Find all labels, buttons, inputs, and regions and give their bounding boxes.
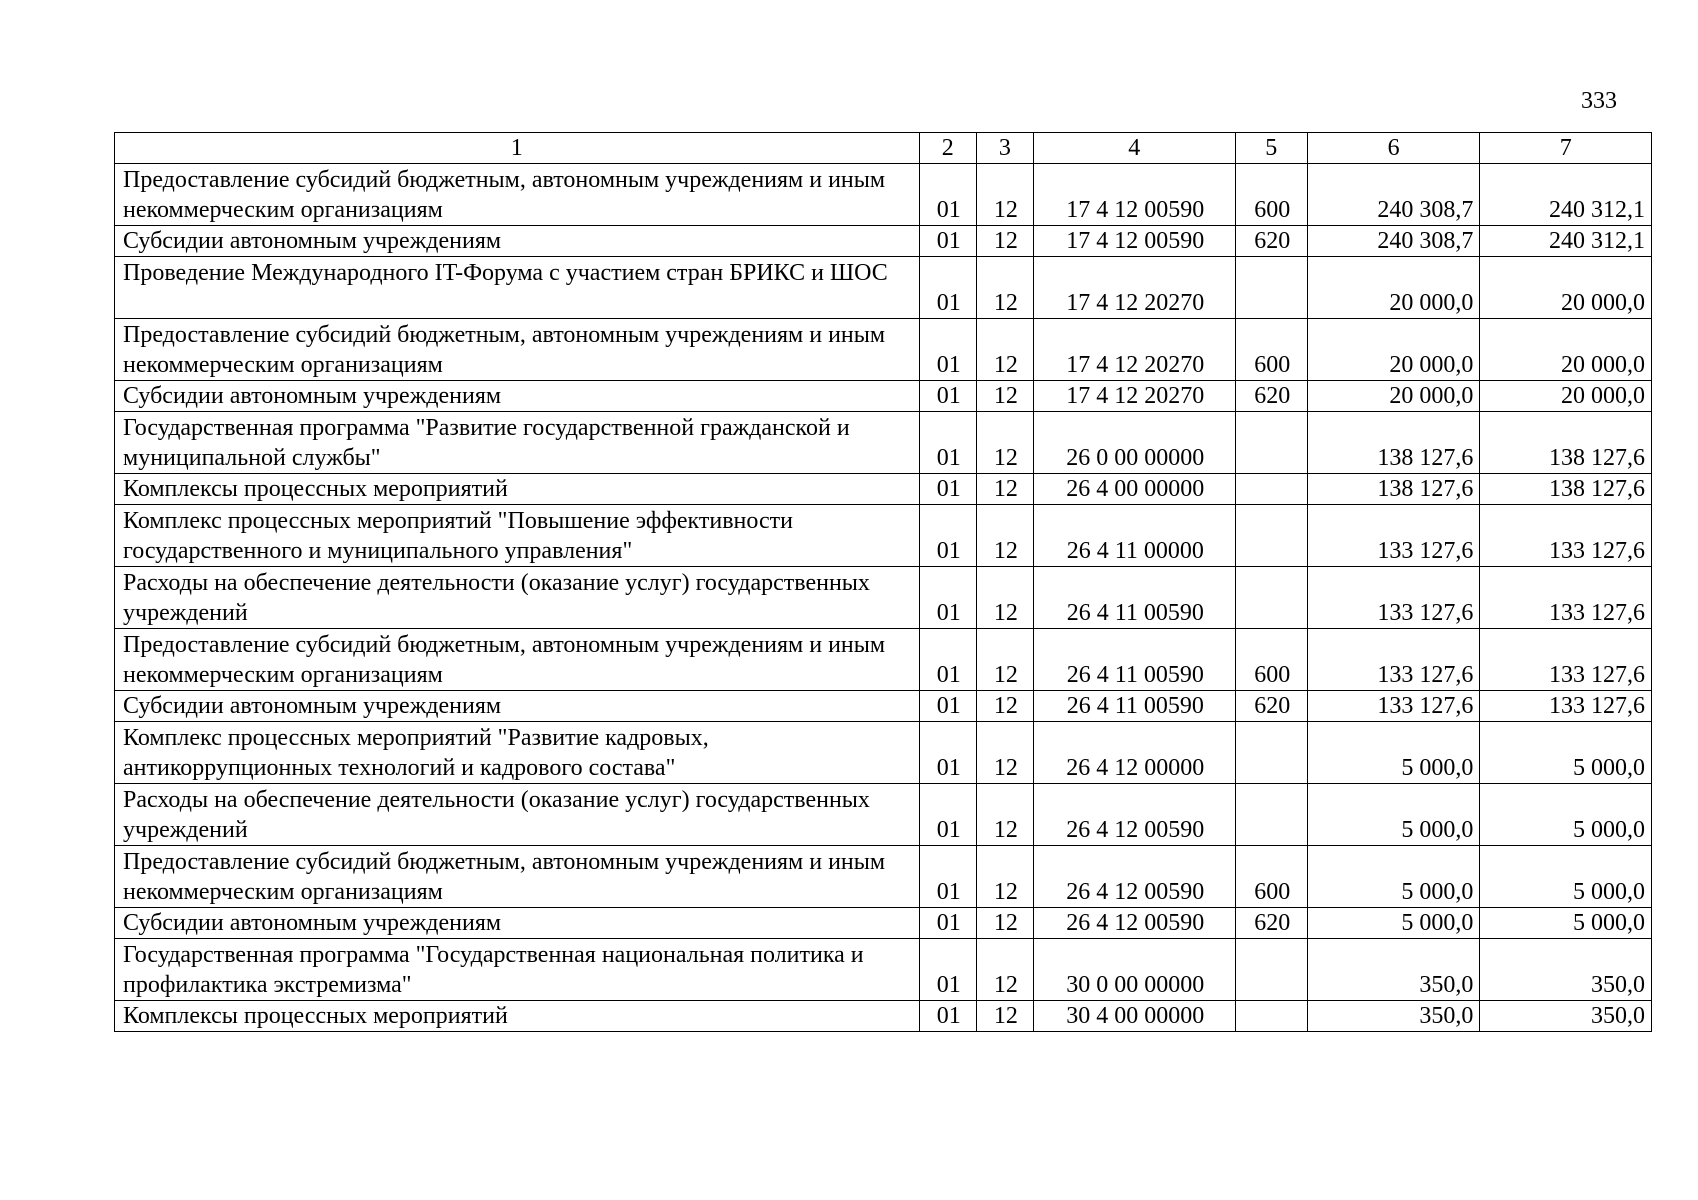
row-name-cell: Комплекс процессных мероприятий "Развитие кадровых, антикоррупционных технологий и кадрового состава" (115, 722, 920, 784)
target-article-cell: 26 4 12 00590 (1033, 908, 1235, 939)
amount-col6-cell: 133 127,6 (1307, 567, 1480, 629)
expense-type-cell: 600 (1235, 846, 1307, 908)
row-name-cell: Предоставление субсидий бюджетным, автономным учреждениям и иным некоммерческим организациям (115, 319, 920, 381)
amount-col6-cell: 133 127,6 (1307, 629, 1480, 691)
amount-col7-cell: 20 000,0 (1480, 319, 1652, 381)
table-row (115, 939, 1652, 1001)
row-name-cell: Предоставление субсидий бюджетным, автономным учреждениям и иным некоммерческим организациям (115, 164, 920, 226)
subsection-code-cell: 12 (976, 629, 1033, 691)
target-article-cell: 30 0 00 00000 (1033, 939, 1235, 1001)
amount-col7-cell: 133 127,6 (1480, 505, 1652, 567)
amount-col7-cell: 240 312,1 (1480, 226, 1652, 257)
amount-col6-cell: 138 127,6 (1307, 412, 1480, 474)
subsection-code-cell: 12 (976, 381, 1033, 412)
amount-col7-cell: 350,0 (1480, 1001, 1652, 1032)
subsection-code-cell: 12 (976, 691, 1033, 722)
section-code-cell: 01 (919, 474, 976, 505)
expense-type-cell (1235, 1001, 1307, 1032)
amount-col7-cell: 5 000,0 (1480, 846, 1652, 908)
target-article-cell: 26 4 11 00590 (1033, 567, 1235, 629)
amount-col7-cell: 133 127,6 (1480, 567, 1652, 629)
amount-col6-cell: 240 308,7 (1307, 226, 1480, 257)
section-code-cell: 01 (919, 381, 976, 412)
subsection-code-cell: 12 (976, 412, 1033, 474)
table-row (115, 257, 1652, 319)
expense-type-cell: 620 (1235, 381, 1307, 412)
subsection-code-cell: 12 (976, 567, 1033, 629)
amount-col7-cell: 20 000,0 (1480, 257, 1652, 319)
column-header-5: 5 (1235, 133, 1307, 164)
target-article-cell: 26 4 11 00590 (1033, 629, 1235, 691)
table-row (115, 381, 1652, 412)
expense-type-cell: 600 (1235, 319, 1307, 381)
row-name-cell: Предоставление субсидий бюджетным, автономным учреждениям и иным некоммерческим организациям (115, 629, 920, 691)
table-row (115, 226, 1652, 257)
section-code-cell: 01 (919, 164, 976, 226)
amount-col7-cell: 5 000,0 (1480, 784, 1652, 846)
target-article-cell: 26 4 12 00590 (1033, 784, 1235, 846)
row-name-cell: Субсидии автономным учреждениям (115, 381, 920, 412)
column-header-1: 1 (115, 133, 920, 164)
amount-col7-cell: 240 312,1 (1480, 164, 1652, 226)
subsection-code-cell: 12 (976, 164, 1033, 226)
subsection-code-cell: 12 (976, 1001, 1033, 1032)
amount-col6-cell: 5 000,0 (1307, 784, 1480, 846)
expense-type-cell (1235, 505, 1307, 567)
subsection-code-cell: 12 (976, 505, 1033, 567)
table-row (115, 412, 1652, 474)
subsection-code-cell: 12 (976, 257, 1033, 319)
target-article-cell: 17 4 12 20270 (1033, 381, 1235, 412)
expense-type-cell: 620 (1235, 691, 1307, 722)
row-name-cell: Государственная программа "Государственная национальная политика и профилактика экстремизма" (115, 939, 920, 1001)
amount-col6-cell: 20 000,0 (1307, 257, 1480, 319)
target-article-cell: 26 4 00 00000 (1033, 474, 1235, 505)
amount-col6-cell: 5 000,0 (1307, 846, 1480, 908)
target-article-cell: 26 4 11 00000 (1033, 505, 1235, 567)
target-article-cell: 26 0 00 00000 (1033, 412, 1235, 474)
target-article-cell: 26 4 11 00590 (1033, 691, 1235, 722)
table-row (115, 846, 1652, 908)
column-header-3: 3 (976, 133, 1033, 164)
subsection-code-cell: 12 (976, 939, 1033, 1001)
page-number: 333 (1581, 88, 1617, 114)
amount-col7-cell: 5 000,0 (1480, 908, 1652, 939)
target-article-cell: 26 4 12 00590 (1033, 846, 1235, 908)
column-header-7: 7 (1480, 133, 1652, 164)
target-article-cell: 30 4 00 00000 (1033, 1001, 1235, 1032)
target-article-cell: 26 4 12 00000 (1033, 722, 1235, 784)
section-code-cell: 01 (919, 1001, 976, 1032)
table-row (115, 164, 1652, 226)
target-article-cell: 17 4 12 00590 (1033, 226, 1235, 257)
table-row (115, 691, 1652, 722)
row-name-cell: Расходы на обеспечение деятельности (оказание услуг) государственных учреждений (115, 784, 920, 846)
subsection-code-cell: 12 (976, 846, 1033, 908)
expense-type-cell (1235, 257, 1307, 319)
row-name-cell: Расходы на обеспечение деятельности (оказание услуг) государственных учреждений (115, 567, 920, 629)
subsection-code-cell: 12 (976, 319, 1033, 381)
row-name-cell: Комплексы процессных мероприятий (115, 1001, 920, 1032)
target-article-cell: 17 4 12 20270 (1033, 257, 1235, 319)
expense-type-cell: 620 (1235, 908, 1307, 939)
amount-col6-cell: 133 127,6 (1307, 505, 1480, 567)
section-code-cell: 01 (919, 319, 976, 381)
amount-col6-cell: 5 000,0 (1307, 722, 1480, 784)
table-row (115, 567, 1652, 629)
row-name-cell: Субсидии автономным учреждениям (115, 226, 920, 257)
expense-type-cell (1235, 474, 1307, 505)
row-name-cell: Государственная программа "Развитие государственной гражданской и муниципальной службы" (115, 412, 920, 474)
subsection-code-cell: 12 (976, 784, 1033, 846)
section-code-cell: 01 (919, 226, 976, 257)
row-name-cell: Комплексы процессных мероприятий (115, 474, 920, 505)
subsection-code-cell: 12 (976, 226, 1033, 257)
subsection-code-cell: 12 (976, 722, 1033, 784)
table-row (115, 505, 1652, 567)
target-article-cell: 17 4 12 00590 (1033, 164, 1235, 226)
amount-col7-cell: 133 127,6 (1480, 629, 1652, 691)
section-code-cell: 01 (919, 939, 976, 1001)
table-header-row (115, 133, 1652, 164)
expense-type-cell (1235, 722, 1307, 784)
column-header-2: 2 (919, 133, 976, 164)
amount-col6-cell: 133 127,6 (1307, 691, 1480, 722)
budget-table (114, 132, 1652, 1032)
column-header-4: 4 (1033, 133, 1235, 164)
row-name-cell: Предоставление субсидий бюджетным, автономным учреждениям и иным некоммерческим организациям (115, 846, 920, 908)
amount-col7-cell: 350,0 (1480, 939, 1652, 1001)
row-name-cell: Проведение Международного IT-Форума с участием стран БРИКС и ШОС (115, 257, 920, 319)
table-row (115, 1001, 1652, 1032)
row-name-cell: Субсидии автономным учреждениям (115, 691, 920, 722)
row-name-cell: Комплекс процессных мероприятий "Повышение эффективности государственного и муниципального управления" (115, 505, 920, 567)
expense-type-cell: 620 (1235, 226, 1307, 257)
amount-col6-cell: 20 000,0 (1307, 381, 1480, 412)
column-header-6: 6 (1307, 133, 1480, 164)
amount-col6-cell: 350,0 (1307, 1001, 1480, 1032)
section-code-cell: 01 (919, 691, 976, 722)
expense-type-cell (1235, 939, 1307, 1001)
amount-col6-cell: 138 127,6 (1307, 474, 1480, 505)
section-code-cell: 01 (919, 629, 976, 691)
subsection-code-cell: 12 (976, 908, 1033, 939)
table-row (115, 722, 1652, 784)
section-code-cell: 01 (919, 722, 976, 784)
subsection-code-cell: 12 (976, 474, 1033, 505)
expense-type-cell (1235, 784, 1307, 846)
amount-col6-cell: 350,0 (1307, 939, 1480, 1001)
expense-type-cell: 600 (1235, 629, 1307, 691)
section-code-cell: 01 (919, 257, 976, 319)
amount-col6-cell: 5 000,0 (1307, 908, 1480, 939)
table-row (115, 319, 1652, 381)
section-code-cell: 01 (919, 784, 976, 846)
amount-col7-cell: 138 127,6 (1480, 474, 1652, 505)
expense-type-cell (1235, 412, 1307, 474)
amount-col7-cell: 5 000,0 (1480, 722, 1652, 784)
amount-col7-cell: 20 000,0 (1480, 381, 1652, 412)
amount-col6-cell: 20 000,0 (1307, 319, 1480, 381)
row-name-cell: Субсидии автономным учреждениям (115, 908, 920, 939)
amount-col7-cell: 138 127,6 (1480, 412, 1652, 474)
table-row (115, 629, 1652, 691)
section-code-cell: 01 (919, 567, 976, 629)
table-row (115, 784, 1652, 846)
amount-col6-cell: 240 308,7 (1307, 164, 1480, 226)
table-row (115, 474, 1652, 505)
target-article-cell: 17 4 12 20270 (1033, 319, 1235, 381)
table-row (115, 908, 1652, 939)
section-code-cell: 01 (919, 505, 976, 567)
expense-type-cell: 600 (1235, 164, 1307, 226)
expense-type-cell (1235, 567, 1307, 629)
section-code-cell: 01 (919, 846, 976, 908)
section-code-cell: 01 (919, 908, 976, 939)
section-code-cell: 01 (919, 412, 976, 474)
amount-col7-cell: 133 127,6 (1480, 691, 1652, 722)
